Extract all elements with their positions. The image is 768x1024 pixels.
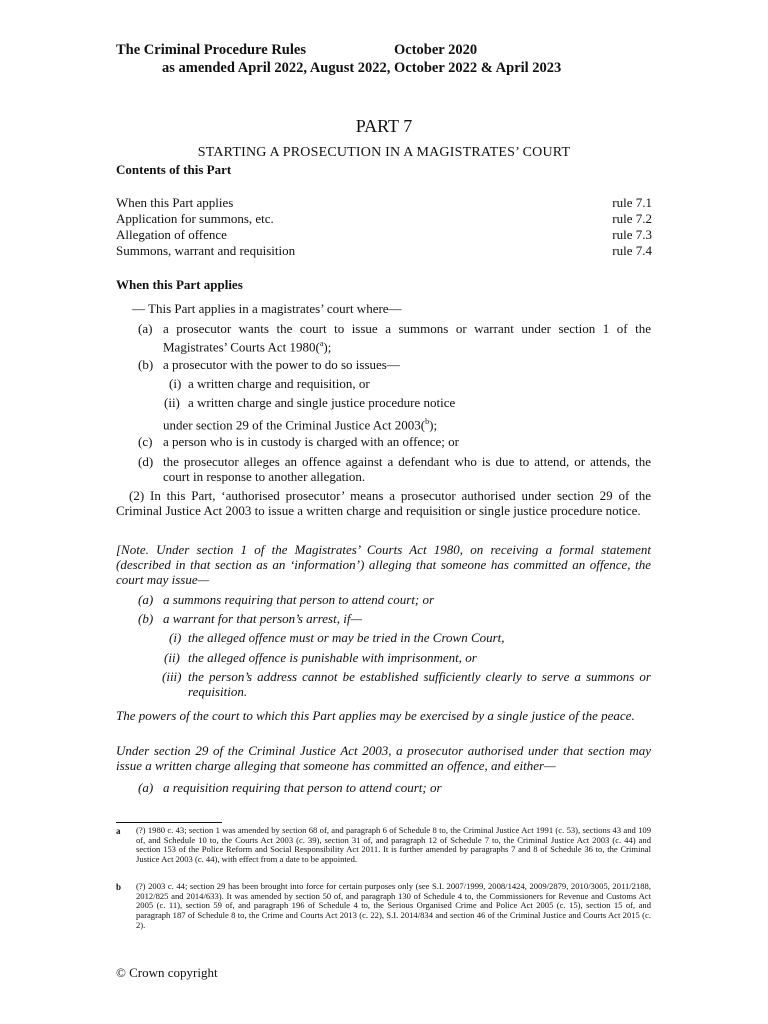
toc-row[interactable] — [116, 195, 652, 211]
footnote-text: (?) 2003 c. 44; section 29 has been brought into force for certain purposes only (see S.I. 2007/1999, 2008/1424, 2009/2879, 2010/3005, 2011/2188, 2012/825 and 2014/633). It was amended by section 50 of, and paragraph 130 of Schedule 4 to, the Commissioners for Revenue and Customs Act 2005 (c. 11), section 59 of, and paragraph 196 of Schedule 4 to, the Serious Organised Crime and Police Act 2005 (c. 15), section 15 of, and paragraph 187 of Schedule 8 to, the Crime and Courts Act 2013 (c. 22), S.I. 2014/834 and section 46 of the Criminal Justice and Courts Act 2015 (c. 2). — [136, 881, 651, 930]
toc-rule: rule 7.3 — [612, 227, 652, 242]
footnote-ref[interactable]: b — [425, 417, 430, 426]
note-subitem-label: (iii) — [162, 669, 182, 684]
part-title: STARTING A PROSECUTION IN A MAGISTRATES’ COURT — [197, 145, 571, 160]
note-item-text: a summons requiring that person to attend court; or — [163, 592, 435, 607]
contents-heading: Contents of this Part — [116, 162, 232, 177]
subitem-text: a written charge and requisition, or — [188, 376, 370, 391]
item-label: (c) — [138, 434, 153, 449]
part-label: PART 7 — [355, 116, 413, 136]
toc-label: Application for summons, etc. — [116, 211, 274, 226]
amendment-line: as amended April 2022, August 2022, October 2022 & April 2023 — [162, 60, 562, 76]
note-subitem-label: (i) — [169, 630, 182, 645]
rule-heading: When this Part applies — [116, 277, 243, 292]
item-label: (d) — [138, 454, 154, 469]
toc-rule: rule 7.1 — [612, 195, 652, 210]
toc-label: Summons, warrant and requisition — [116, 243, 296, 258]
toc-row[interactable] — [116, 211, 652, 227]
footnote-ref[interactable]: a — [319, 339, 324, 348]
item-label: (b) — [138, 357, 154, 372]
footnote-text: (?) 1980 c. 43; section 1 was amended by section 68 of, and paragraph 6 of Schedule 8 to, the Criminal Justice Act 1991 (c. 53), sections 43 and 109 of, and Schedule 10 to, the Courts Act 2003 (c. 39), section 31 of, and paragraph 12 of Schedule 7 to, the Criminal Justice Act 2003 (c. 44) and section 153 of the Police Reform and Social Responsibility Act 2011. It is further amended by paragraphs 7 and 8 of Schedule 36 to, the Criminal Justice Act 2003 (c. 44), with effect from a date to be appointed. — [136, 825, 651, 865]
note-paragraph: The powers of the court to which this Part applies may be exercised by a single justice of the peace. — [116, 708, 635, 723]
item-text-end: ); — [323, 339, 332, 355]
item-text: a prosecutor with the power to do so issues— — [163, 357, 400, 372]
toc-row[interactable] — [116, 243, 652, 259]
document-date: October 2020 — [394, 42, 478, 58]
item-text-body: a prosecutor wants the court to issue a summons or warrant under section 1 of the Magistrates’ Courts Act 1980( — [163, 321, 651, 355]
rule-intro: — This Part applies in a magistrates’ court where— — [132, 301, 402, 316]
subitem-label: (ii) — [164, 395, 180, 410]
note-item-text: a warrant for that person’s arrest, if— — [163, 611, 363, 626]
subitem-text: a written charge and single justice procedure notice — [188, 395, 456, 410]
item-text — [163, 321, 651, 354]
item-label: (a) — [138, 321, 153, 336]
toc-row[interactable] — [116, 227, 652, 243]
note-item-label: (a) — [138, 592, 154, 607]
note-subitem-label: (ii) — [164, 650, 180, 665]
note-subitem-text: the alleged offence is punishable with imprisonment, or — [188, 650, 477, 665]
toc-label: When this Part applies — [116, 195, 234, 210]
item-text: the prosecutor alleges an offence against a defendant who is due to attend, or attends, the court in response to another allegation. — [163, 454, 651, 484]
item-tail-end: ); — [429, 417, 438, 433]
note-subitem-text: the person’s address cannot be established sufficiently clearly to serve a summons or requisition. — [188, 669, 651, 699]
toc-label: Allegation of offence — [116, 227, 227, 242]
note-item-text: a requisition requiring that person to attend court; or — [163, 780, 442, 795]
toc-rule: rule 7.4 — [612, 243, 652, 258]
note-paragraph: Under section 29 of the Criminal Justice Act 2003, a prosecutor authorised under that section may issue a written charge alleging that someone has committed an offence, and either— — [116, 743, 651, 773]
note-subitem-text: the alleged offence must or may be tried in the Crown Court, — [188, 630, 505, 645]
footnote-divider — [116, 822, 222, 823]
document-title: The Criminal Procedure Rules — [116, 42, 306, 58]
subitem-label: (i) — [169, 376, 182, 391]
item-tail — [163, 414, 437, 432]
footnote-key: a — [116, 826, 121, 836]
note-item-label: (b) — [138, 611, 154, 626]
item-text: a person who is in custody is charged with an offence; or — [163, 434, 459, 449]
note-item-label: (a) — [138, 780, 154, 795]
toc-rule: rule 7.2 — [612, 211, 652, 226]
item-tail-body: under section 29 of the Criminal Justice Act 2003( — [163, 417, 426, 433]
copyright-notice: © Crown copyright — [116, 965, 218, 980]
footnote-key: b — [116, 882, 122, 892]
paragraph-2: (2) In this Part, ‘authorised prosecutor’ means a prosecutor authorised under section 29 of the Criminal Justice Act 2003 to issue a written charge and requisition or single justice procedure notice. — [116, 488, 651, 518]
note-paragraph: [Note. Under section 1 of the Magistrates’ Courts Act 1980, on receiving a formal statement (described in that section as an ‘information’) alleging that someone has committed an offence, the court may issue— — [116, 542, 651, 587]
